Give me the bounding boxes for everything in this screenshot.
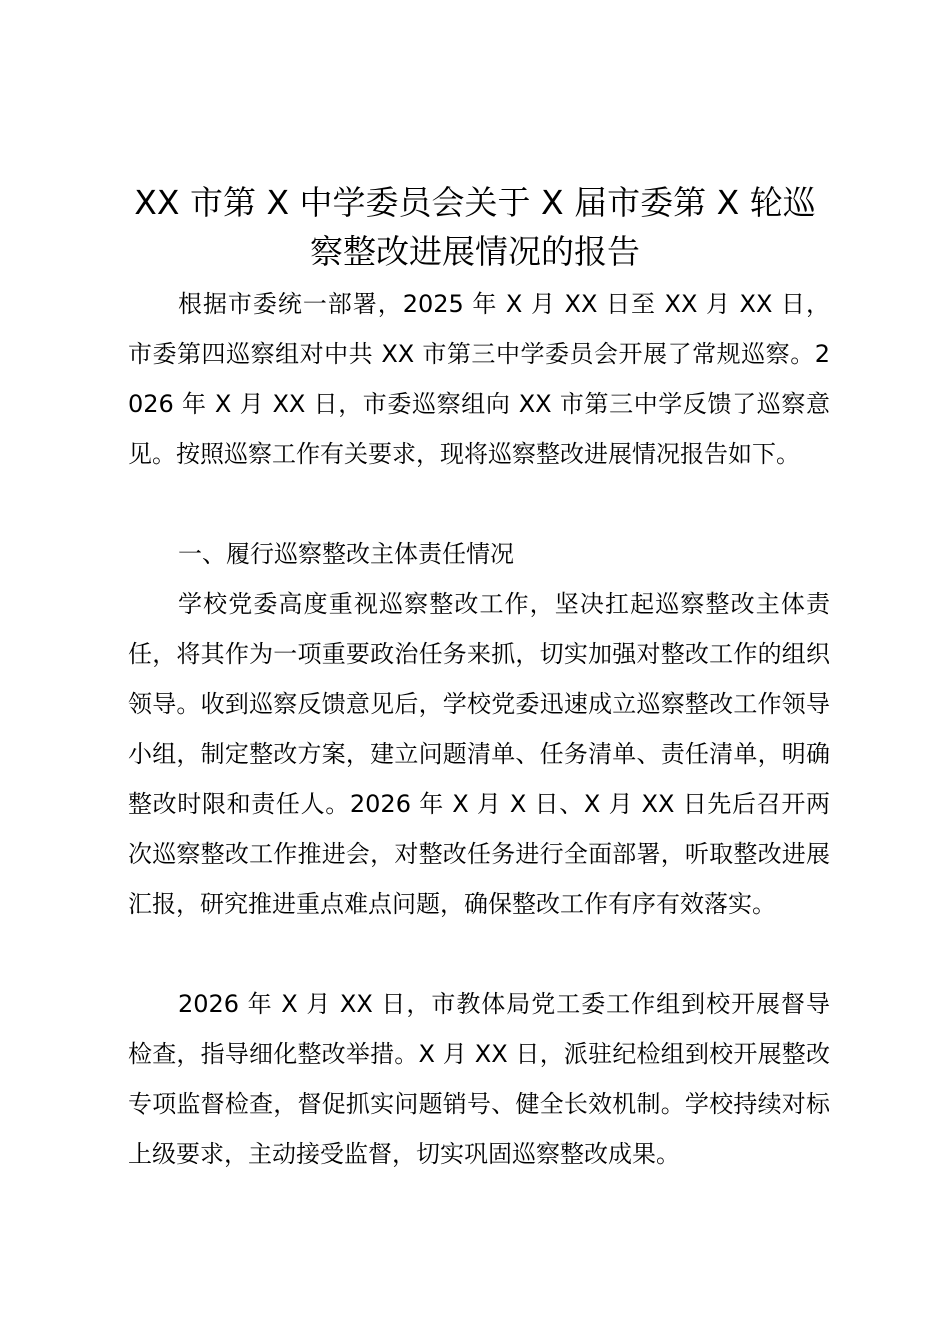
section-1-paragraph-1: 学校党委高度重视巡察整改工作，坚决扛起巡察整改主体责任，将其作为一项重要政治任务来抓，切实加强对整改工作的组织领导。收到巡察反馈意见后，学校党委迅速成立巡察整改工作领导小组，制定整改方案，建立问题清单、任务清单、责任清单，明确整改时限和责任人。2026 年 X 月 X 日、X 月 XX 日先后召开两次巡察整改工作推进会，对整改任务进行全面部署，听取整改进展汇报，研究推进重点难点问题，确保整改工作有序有效落实。 (128, 590, 830, 918)
intro-paragraph: 根据市委统一部署，2025 年 X 月 XX 日至 XX 月 XX 日，市委第四巡察组对中共 XX 市第三中学委员会开展了常规巡察。2026 年 X 月 XX 日，市委巡察组向 XX 市第三中学反馈了巡察意见。按照巡察工作有关要求，现将巡察整改进展情况报告如下。 (128, 290, 830, 468)
title-line-1: XX 市第 X 中学委员会关于 X 届市委第 X 轮巡 (134, 183, 816, 222)
section-1-paragraph-2: 2026 年 X 月 XX 日，市教体局党工委工作组到校开展督导检查，指导细化整改举措。X 月 XX 日，派驻纪检组到校开展整改专项监督检查，督促抓实问题销号、健全长效机制。学校持续对标上级要求，主动接受监督，切实巩固巡察整改成果。 (128, 990, 830, 1168)
document-title (100, 178, 850, 276)
section-heading-1: 一、履行巡察整改主体责任情况 (178, 540, 514, 568)
title-line-2: 察整改进展情况的报告 (310, 232, 640, 271)
